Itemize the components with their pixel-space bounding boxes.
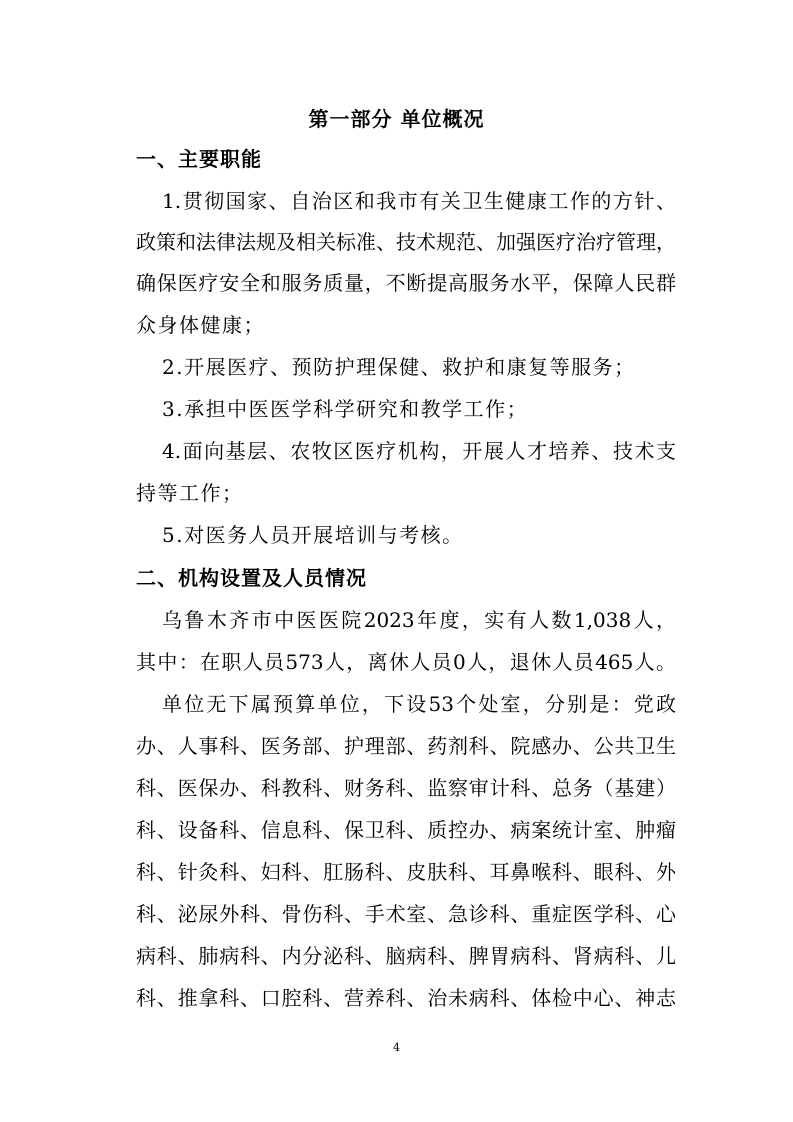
section-heading-main-functions: 一、主要职能 [136,147,262,171]
paragraph-line: 2.开展医疗、预防护理保健、救护和康复等服务； [162,355,636,379]
paragraph-line: 确保医疗安全和服务质量，不断提高服务水平，保障人民群 [136,271,676,295]
paragraph-line: 科、设备科、信息科、保卫科、质控办、病案统计室、肿瘤 [136,818,676,842]
paragraph-line: 持等工作； [136,481,244,505]
paragraph-line: 科、针灸科、妇科、肛肠科、皮肤科、耳鼻喉科、眼科、外 [136,860,676,884]
paragraph-line: 科、泌尿外科、骨伤科、手术室、急诊科、重症医学科、心 [136,902,676,926]
paragraph-line: 其中：在职人员573人，离休人员0人，退休人员465人。 [136,650,676,674]
page-number: 4 [393,1041,400,1054]
paragraph-line: 4.面向基层、农牧区医疗机构，开展人才培养、技术支 [162,439,676,463]
paragraph-line: 病科、肺病科、内分泌科、脑病科、脾胃病科、肾病科、儿 [136,944,676,968]
paragraph-line: 1.贯彻国家、自治区和我市有关卫生健康工作的方针、 [162,189,676,213]
paragraph-line: 科、医保办、科教科、财务科、监察审计科、总务（基建） [136,776,676,800]
paragraph-line: 众身体健康； [136,313,265,337]
paragraph-line: 3.承担中医医学科学研究和教学工作； [162,397,529,421]
paragraph-line: 乌鲁木齐市中医医院2023年度，实有人数1,038人， [162,608,676,632]
paragraph-line: 单位无下属预算单位，下设53个处室，分别是：党政 [162,692,676,716]
section-heading-organization: 二、机构设置及人员情况 [136,566,367,590]
paragraph-line: 5.对医务人员开展培训与考核。 [162,523,464,547]
paragraph-line: 科、推拿科、口腔科、营养科、治未病科、体检中心、神志 [136,986,676,1010]
paragraph-line: 办、人事科、医务部、护理部、药剂科、院感办、公共卫生 [136,734,676,758]
paragraph-line: 政策和法律法规及相关标准、技术规范、加强医疗治疗管理， [136,230,676,254]
page-title: 第一部分 单位概况 [308,107,485,131]
